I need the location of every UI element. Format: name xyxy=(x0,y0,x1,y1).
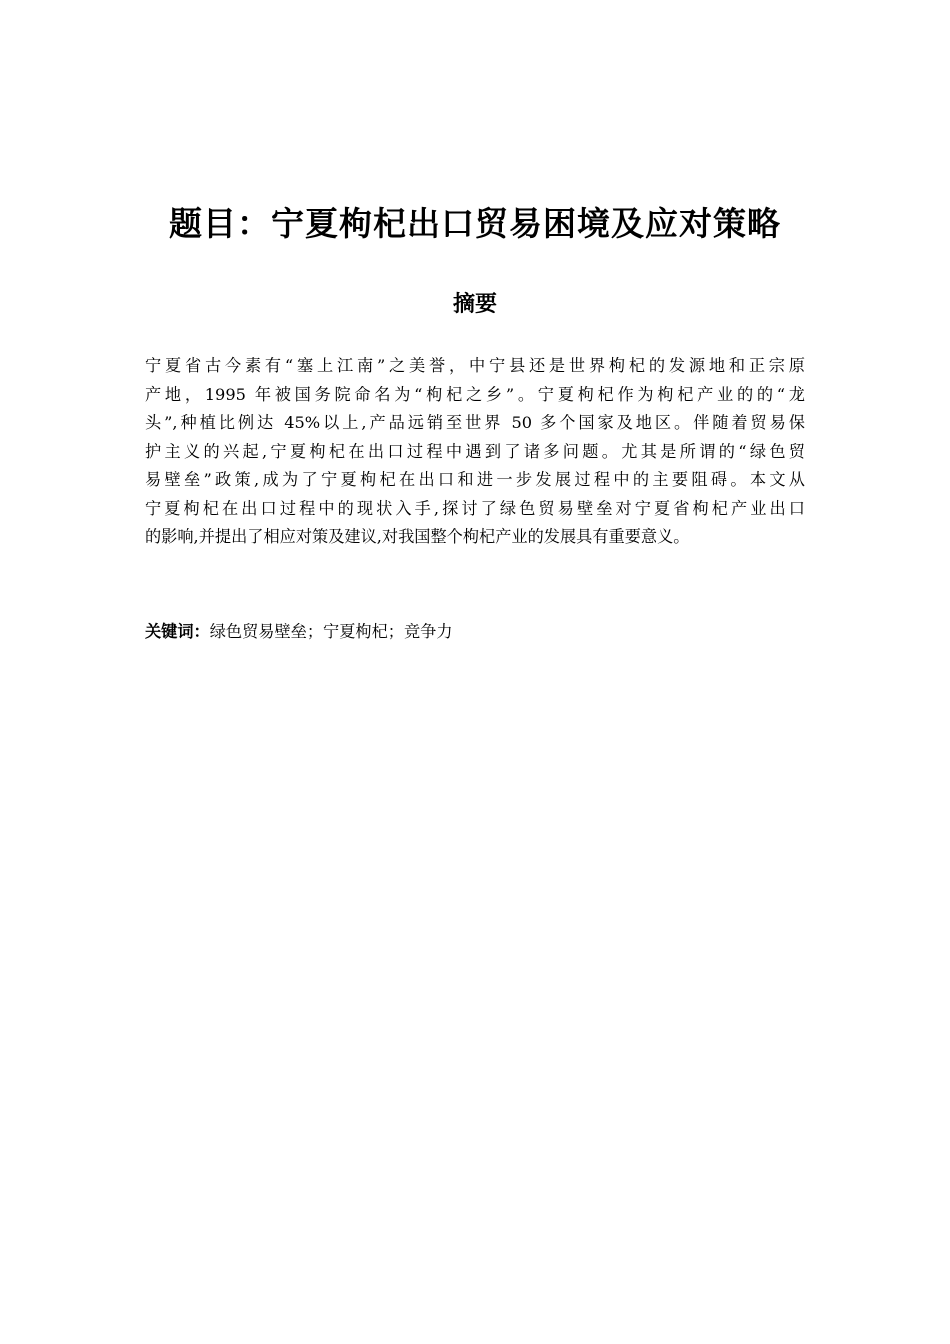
abstract-heading: 摘要 xyxy=(452,291,497,317)
abstract-line: 易壁垒”政策,成为了宁夏枸杞在出口和进一步发展过程中的主要阻碍。本文从 xyxy=(145,470,805,489)
keywords xyxy=(145,618,805,646)
document-title: 题目：宁夏枸杞出口贸易困境及应对策略 xyxy=(169,204,781,243)
abstract-body xyxy=(145,352,805,552)
abstract-line: 的影响,并提出了相应对策及建议,对我国整个枸杞产业的发展具有重要意义。 xyxy=(145,527,690,546)
abstract-line: 护主义的兴起,宁夏枸杞在出口过程中遇到了诸多问题。尤其是所谓的“绿色贸 xyxy=(145,441,805,461)
keywords-value: 绿色贸易壁垒；宁夏枸杞；竞争力 xyxy=(209,622,453,641)
keywords-label: 关键词： xyxy=(145,622,210,641)
abstract-line: 宁夏枸杞在出口过程中的现状入手,探讨了绿色贸易壁垒对宁夏省枸杞产业出口 xyxy=(145,498,805,518)
abstract-line: 头”,种植比例达 45%以上,产品远销至世界 50 多个国家及地区。伴随着贸易保 xyxy=(145,413,805,432)
abstract-line: 宁夏省古今素有“塞上江南”之美誉，中宁县还是世界枸杞的发源地和正宗原 xyxy=(145,356,805,375)
abstract-line: 产地，1995 年被国务院命名为“枸杞之乡”。宁夏枸杞作为枸杞产业的的“龙 xyxy=(145,384,805,404)
